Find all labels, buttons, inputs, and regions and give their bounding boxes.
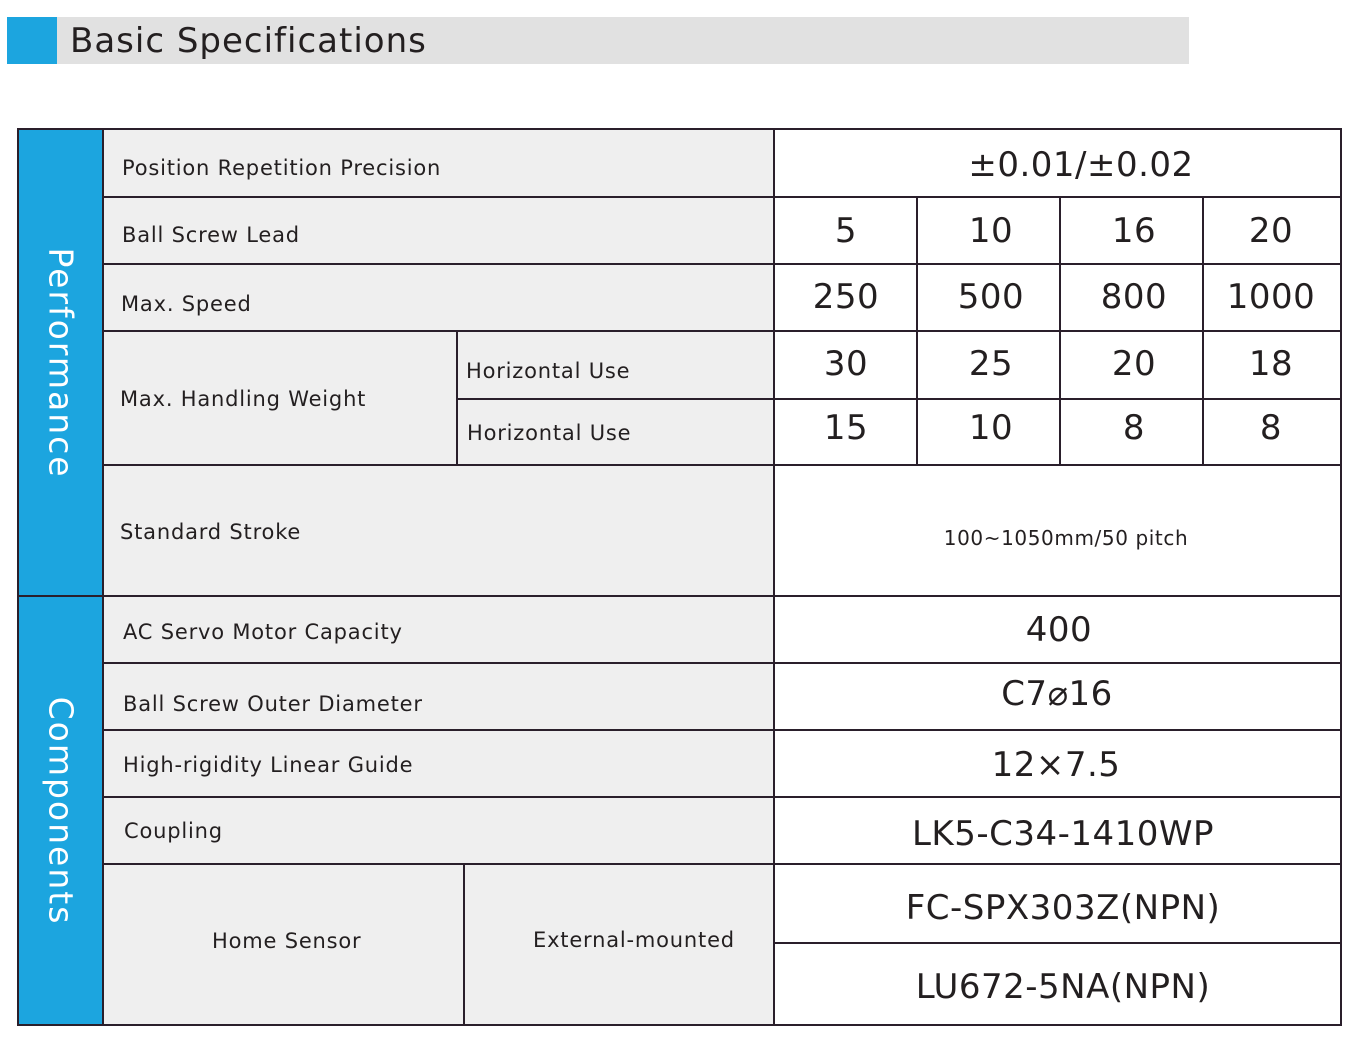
- grid-line: [104, 330, 1340, 332]
- handling-sub-label: Horizontal Use: [467, 421, 632, 445]
- speed-label: Max. Speed: [121, 292, 252, 316]
- motor-value: 400: [1025, 610, 1093, 650]
- coupling-label: Coupling: [124, 819, 223, 843]
- grid-line: [102, 130, 104, 1024]
- stroke-value: 100~1050mm/50 pitch: [943, 526, 1189, 550]
- precision-label: Position Repetition Precision: [122, 156, 442, 180]
- screw-diameter-value: C7⌀16: [1001, 674, 1113, 714]
- handling-value: 25: [968, 344, 1014, 384]
- speed-value: 500: [957, 277, 1025, 317]
- precision-value: ±0.01/±0.02: [968, 145, 1194, 185]
- handling-value: 15: [823, 408, 869, 448]
- lead-value: 16: [1111, 211, 1157, 251]
- grid-line: [104, 863, 1340, 865]
- grid-line: [456, 398, 1340, 400]
- speed-value: 1000: [1226, 277, 1316, 317]
- header-accent-square: [7, 17, 57, 64]
- section-components-label: Components: [41, 696, 81, 925]
- coupling-value: LK5-C34-1410WP: [911, 814, 1215, 854]
- guide-label: High-rigidity Linear Guide: [123, 753, 414, 777]
- grid-line: [104, 729, 1340, 731]
- lead-label: Ball Screw Lead: [122, 223, 300, 247]
- sensor-value: FC-SPX303Z(NPN): [905, 888, 1221, 928]
- speed-value: 250: [812, 277, 880, 317]
- lead-value: 10: [968, 211, 1014, 251]
- grid-line: [1059, 196, 1061, 466]
- handling-sub-label: Horizontal Use: [466, 359, 631, 383]
- handling-value: 18: [1248, 344, 1294, 384]
- section-performance: [19, 130, 103, 595]
- grid-line: [104, 263, 1340, 265]
- section-performance-label: Performance: [41, 246, 81, 479]
- screw-diameter-label: Ball Screw Outer Diameter: [123, 692, 423, 716]
- grid-line: [456, 330, 458, 466]
- sensor-value: LU672-5NA(NPN): [915, 967, 1211, 1007]
- grid-line: [463, 863, 465, 1024]
- handling-value: 20: [1111, 344, 1157, 384]
- motor-label: AC Servo Motor Capacity: [123, 620, 403, 644]
- grid-line: [104, 796, 1340, 798]
- lead-value: 20: [1248, 211, 1294, 251]
- grid-line: [19, 595, 1340, 597]
- section-components: [19, 597, 103, 1024]
- page-title: Basic Specifications: [70, 21, 427, 61]
- grid-line: [104, 662, 1340, 664]
- speed-value: 800: [1100, 277, 1168, 317]
- guide-value: 12×7.5: [991, 745, 1121, 785]
- lead-value: 5: [834, 211, 858, 251]
- sensor-label: Home Sensor: [212, 929, 362, 953]
- handling-value: 30: [823, 344, 869, 384]
- sensor-mount-label: External-mounted: [533, 928, 735, 952]
- stroke-label: Standard Stroke: [120, 520, 302, 544]
- handling-value: 8: [1122, 408, 1146, 448]
- handling-label: Max. Handling Weight: [120, 387, 367, 411]
- grid-line: [1202, 196, 1204, 466]
- grid-line: [916, 196, 918, 466]
- grid-line: [774, 942, 1340, 944]
- grid-line: [104, 464, 1340, 466]
- handling-value: 10: [968, 408, 1014, 448]
- grid-line: [104, 196, 1340, 198]
- handling-value: 8: [1259, 408, 1283, 448]
- grid-line: [773, 130, 775, 1024]
